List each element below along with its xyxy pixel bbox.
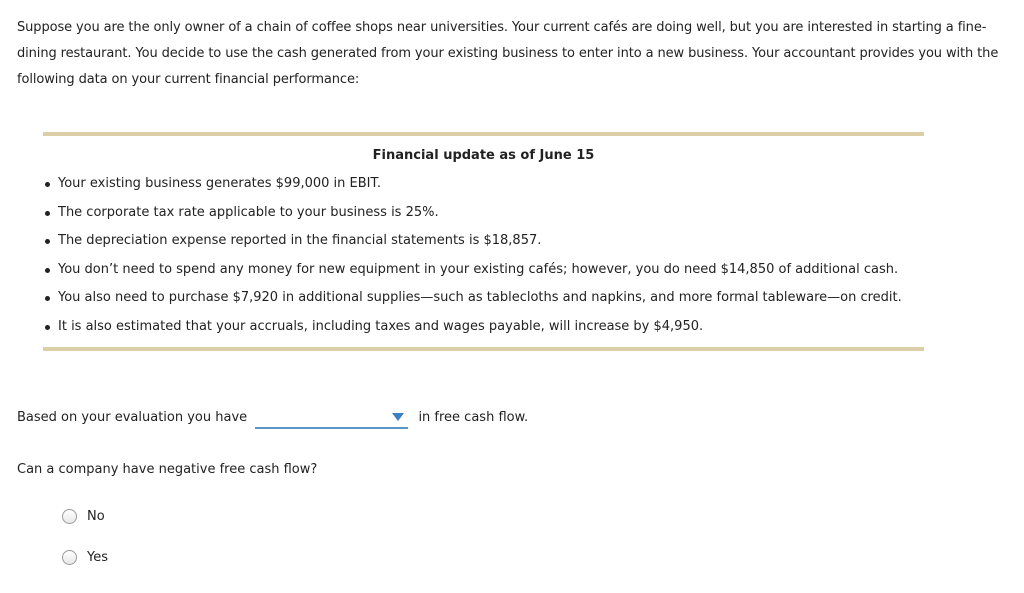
negative-fcf-question: Can a company have negative free cash flow?	[17, 462, 318, 477]
bullet-icon	[45, 182, 50, 187]
list-item: It is also estimated that your accruals, including taxes and wages payable, will increase by $4,950.	[43, 313, 943, 342]
problem-intro: Suppose you are the only owner of a chain of coffee shops near universities. Your current cafés are doing well, but you are interested in starting a fine-dining restaurant. You decide to use the cash generated from your existing business to enter into a new business. Your accountant provides you with the following data on your current financial performance:	[17, 20, 999, 87]
question-prefix: Based on your evaluation you have	[17, 410, 248, 425]
list-item: Your existing business generates $99,000 in EBIT.	[43, 170, 943, 199]
option-yes-label: Yes	[87, 550, 108, 565]
box-bottom-rule	[43, 347, 924, 351]
bullet-icon	[45, 211, 50, 216]
caret-down-icon	[392, 413, 404, 421]
free-cash-flow-question	[17, 408, 528, 428]
list-item: You don’t need to spend any money for new equipment in your existing cafés; however, you do need $14,850 of additional cash.	[43, 256, 943, 285]
option-no-label: No	[87, 509, 105, 524]
financial-update-title: Financial update as of June 15	[372, 148, 595, 163]
radio-no[interactable]	[62, 509, 77, 524]
bullet-icon	[45, 239, 50, 244]
list-item: You also need to purchase $7,920 in additional supplies—such as tablecloths and napkins, and more formal tableware—on credit.	[43, 284, 943, 313]
list-item: The depreciation expense reported in the financial statements is $18,857.	[43, 227, 943, 256]
list-item: The corporate tax rate applicable to your business is 25%.	[43, 199, 943, 228]
box-top-rule	[43, 132, 924, 136]
free-cash-flow-dropdown[interactable]	[255, 408, 408, 429]
question-suffix: in free cash flow.	[418, 410, 529, 425]
financial-facts-list	[43, 170, 943, 342]
bullet-icon	[45, 325, 50, 330]
radio-yes[interactable]	[62, 550, 77, 565]
bullet-icon	[45, 296, 50, 301]
financial-update-box	[43, 132, 924, 352]
bullet-icon	[45, 268, 50, 273]
